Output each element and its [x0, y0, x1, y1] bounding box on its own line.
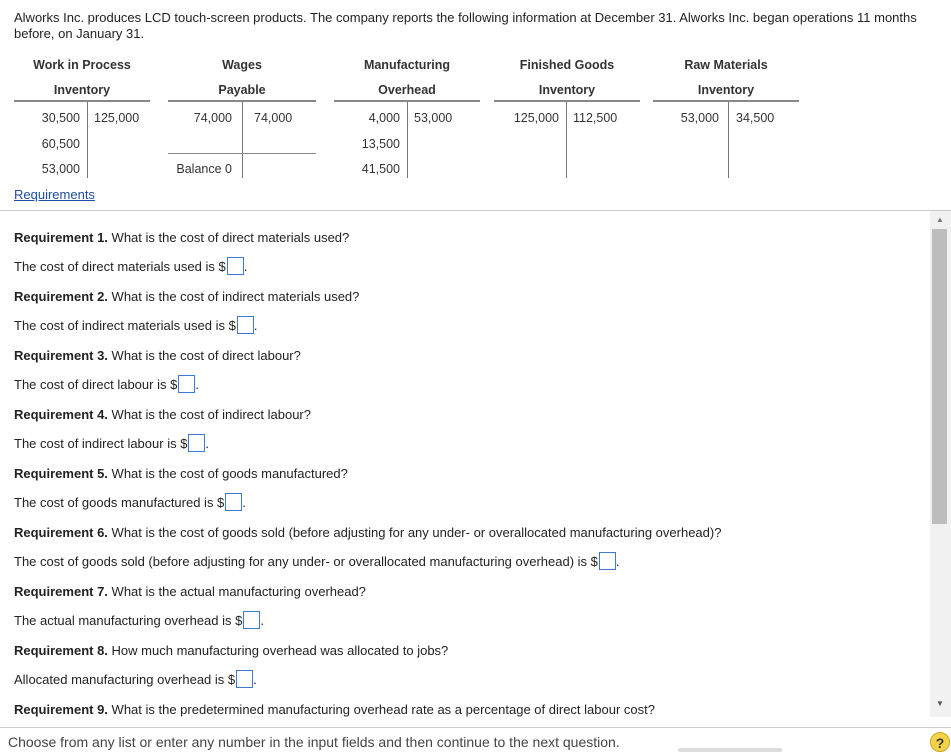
account-center-line [728, 102, 729, 178]
credit-entry: 112,500 [573, 111, 618, 125]
account-top-rule [14, 100, 150, 102]
credit-entry: 125,000 [94, 111, 140, 125]
answer-suffix: . [195, 377, 199, 392]
debit-entry: 125,000 [513, 111, 559, 125]
requirement-answer [14, 375, 199, 393]
answer-prefix: The cost of goods manufactured is $ [14, 495, 225, 510]
requirement-question [14, 289, 359, 304]
scroll-up-arrow-icon[interactable]: ▲ [936, 215, 944, 224]
account-title-line2: Inventory [53, 83, 111, 97]
answer-suffix: . [615, 554, 620, 569]
requirements-link[interactable]: Requirements [14, 187, 95, 202]
requirement-label: Requirement 8. [14, 643, 108, 658]
account-title-line1: Wages [222, 58, 262, 72]
answer-prefix: The cost of indirect labour is $ [14, 436, 188, 451]
requirement-question-text: What is the cost of goods manufactured? [111, 466, 348, 481]
requirement-question-text: What is the cost of direct labour? [111, 348, 301, 363]
account-center-line [242, 102, 243, 178]
requirement-label: Requirement 7. [14, 584, 108, 599]
requirement-answer [14, 670, 257, 688]
account-title-line1: Work in Process [33, 58, 131, 72]
account-title-line2: Inventory [538, 83, 596, 97]
requirement-answer [14, 552, 620, 570]
requirement-label: Requirement 3. [14, 348, 108, 363]
scrollbar-thumb[interactable] [932, 229, 947, 524]
t-account-manufacturing-overhead [334, 56, 480, 181]
account-title-line1: Raw Materials [684, 58, 768, 72]
requirement-question-text: What is the cost of goods sold (before adjusting for any under- or overallocated manufacturing overhead)? [111, 525, 722, 540]
answer-input-indirect-materials[interactable] [237, 316, 254, 334]
requirement-question [14, 525, 721, 540]
requirement-label: Requirement 5. [14, 466, 108, 481]
requirement-label: Requirement 9. [14, 702, 108, 717]
answer-input-cost-of-goods-sold[interactable] [599, 552, 616, 570]
requirement-question-text: What is the actual manufacturing overhead? [111, 584, 366, 599]
answer-suffix: . [205, 436, 210, 451]
requirement-label: Requirement 2. [14, 289, 108, 304]
requirement-answer [14, 316, 257, 334]
requirement-question-text: What is the predetermined manufacturing overhead rate as a percentage of direct labour cost? [111, 702, 655, 717]
requirement-answer [14, 434, 209, 452]
t-account-raw-materials [653, 56, 799, 181]
answer-prefix: Allocated manufacturing overhead is $ [14, 672, 236, 687]
answer-prefix: The actual manufacturing overhead is $ [14, 613, 243, 628]
requirement-question-text: What is the cost of indirect labour? [111, 407, 311, 422]
account-center-line [407, 102, 408, 178]
help-button[interactable]: ? [930, 732, 950, 752]
account-balance-rule [168, 153, 316, 154]
answer-suffix: . [260, 613, 264, 628]
requirement-question [14, 407, 311, 422]
debit-entry: 30,500 [41, 111, 80, 125]
t-account-finished-goods [494, 56, 640, 181]
requirement-label: Requirement 4. [14, 407, 108, 422]
answer-suffix: . [253, 318, 258, 333]
answer-input-allocated-overhead[interactable] [236, 670, 253, 688]
debit-entry: 4,000 [368, 111, 400, 125]
debit-entry: 53,000 [680, 111, 719, 125]
answer-input-indirect-labour[interactable] [188, 434, 205, 452]
answer-input-actual-overhead[interactable] [243, 611, 260, 629]
account-center-line [87, 102, 88, 178]
requirement-answer [14, 493, 246, 511]
answer-input-direct-materials[interactable] [227, 257, 244, 275]
footer-divider [0, 727, 951, 728]
scroll-down-arrow-icon[interactable]: ▼ [936, 699, 944, 708]
requirement-question [14, 584, 366, 599]
requirement-question [14, 466, 348, 481]
footer-decoration [678, 748, 782, 752]
debit-entry: 53,000 [41, 162, 80, 176]
requirements-pane [0, 211, 930, 717]
debit-entry: 13,500 [361, 137, 400, 151]
t-account-work-in-process [14, 56, 150, 181]
answer-input-direct-labour[interactable] [178, 375, 195, 393]
account-center-line [566, 102, 567, 178]
credit-entry: 34,500 [736, 111, 775, 125]
footer-instruction: Choose from any list or enter any number in the input fields and then continue to the next question. [8, 734, 620, 750]
answer-prefix: The cost of goods sold (before adjusting for any under- or overallocated manufacturing overhead) is $ [14, 554, 598, 569]
requirement-question-text: How much manufacturing overhead was allocated to jobs? [111, 643, 449, 658]
account-top-rule [494, 100, 640, 102]
answer-suffix: . [253, 672, 257, 687]
requirement-answer [14, 611, 264, 629]
requirement-question-text: What is the cost of direct materials used? [111, 230, 350, 245]
debit-entry: 74,000 [193, 111, 232, 125]
requirement-question [14, 643, 448, 658]
account-top-rule [653, 100, 799, 102]
credit-entry: 74,000 [254, 111, 293, 125]
requirement-question [14, 702, 655, 717]
problem-intro: Alworks Inc. produces LCD touch-screen products. The company reports the following information at December 31. Alworks Inc. began operations 11 months before, on January 31. [14, 10, 917, 41]
vertical-scrollbar[interactable] [930, 211, 951, 717]
account-title-line2: Payable [218, 83, 266, 97]
account-title-line2: Inventory [697, 83, 755, 97]
requirement-question [14, 230, 349, 245]
account-title-line1: Finished Goods [519, 58, 615, 72]
answer-suffix: . [242, 495, 246, 510]
credit-entry: 53,000 [414, 111, 453, 125]
requirement-question-text: What is the cost of indirect materials used? [111, 289, 360, 304]
requirement-label: Requirement 1. [14, 230, 108, 245]
t-account-wages-payable [168, 56, 316, 181]
requirement-answer [14, 257, 247, 275]
account-title-line2: Overhead [378, 83, 436, 97]
answer-input-goods-manufactured[interactable] [225, 493, 242, 511]
debit-entry: 60,500 [41, 137, 80, 151]
account-title-line1: Manufacturing [363, 58, 451, 72]
debit-entry: 41,500 [361, 162, 400, 176]
answer-prefix: The cost of indirect materials used is $ [14, 318, 236, 333]
requirement-label: Requirement 6. [14, 525, 108, 540]
answer-suffix: . [243, 259, 248, 274]
requirement-question [14, 348, 301, 363]
balance-entry: Balance 0 [176, 162, 232, 176]
answer-prefix: The cost of direct materials used is $ [14, 259, 226, 274]
answer-prefix: The cost of direct labour is $ [14, 377, 178, 392]
